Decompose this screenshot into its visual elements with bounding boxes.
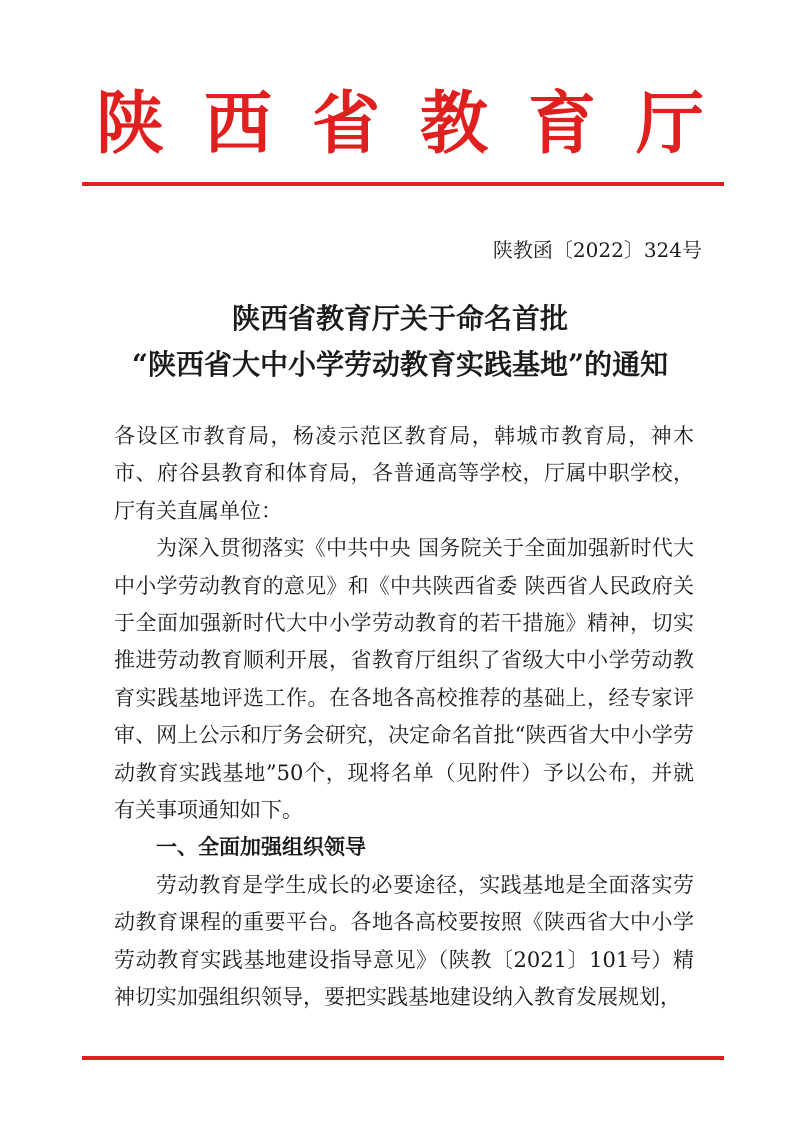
recipients: 各设区市教育局，杨凌示范区教育局，韩城市教育局，神木市、府谷县教育和体育局，各普通高等学校，厅属中职学校，厅有关直属单位： bbox=[114, 424, 694, 523]
title-line-1: 陕西省教育厅关于命名首批 bbox=[231, 302, 568, 335]
section-1-heading: 一、全面加强组织领导 bbox=[156, 835, 366, 860]
document-number: 陕教函〔2022〕324号 bbox=[492, 238, 702, 262]
paragraph-1: 为深入贯彻落实《中共中央 国务院关于全面加强新时代大中小学劳动教育的意见》和《中共陕西省委 陕西省人民政府关于全面加强新时代大中小学劳动教育的若干措施》精神，切实推进劳动教育顺利开展，省教育厅组织了省级大中小学劳动教育实践基地评选工作。在各地各高校推荐的基础上，经专家评审、网上公示和厅务会研究，决定命名首批“陕西省大中小学劳动教育实践基地”50个，现将名单（见附件）予以公布，并就有关事项通知如下。 bbox=[114, 536, 694, 823]
paragraph-2: 劳动教育是学生成长的必要途径，实践基地是全面落实劳动教育课程的重要平台。各地各高校要按照《陕西省大中小学劳动教育实践基地建设指导意见》（陕教〔2021〕101号）精神切实加强组织领导，要把实践基地建设纳入教育发展规划， bbox=[114, 872, 694, 1010]
title-line-2: “陕西省大中小学劳动教育实践基地”的通知 bbox=[131, 348, 669, 381]
agency-header: 陕西省教育厅 bbox=[95, 84, 744, 164]
footer-red-rule bbox=[82, 1056, 724, 1060]
document-title bbox=[0, 296, 800, 388]
document-body bbox=[114, 418, 694, 1017]
header-red-rule bbox=[82, 182, 724, 186]
